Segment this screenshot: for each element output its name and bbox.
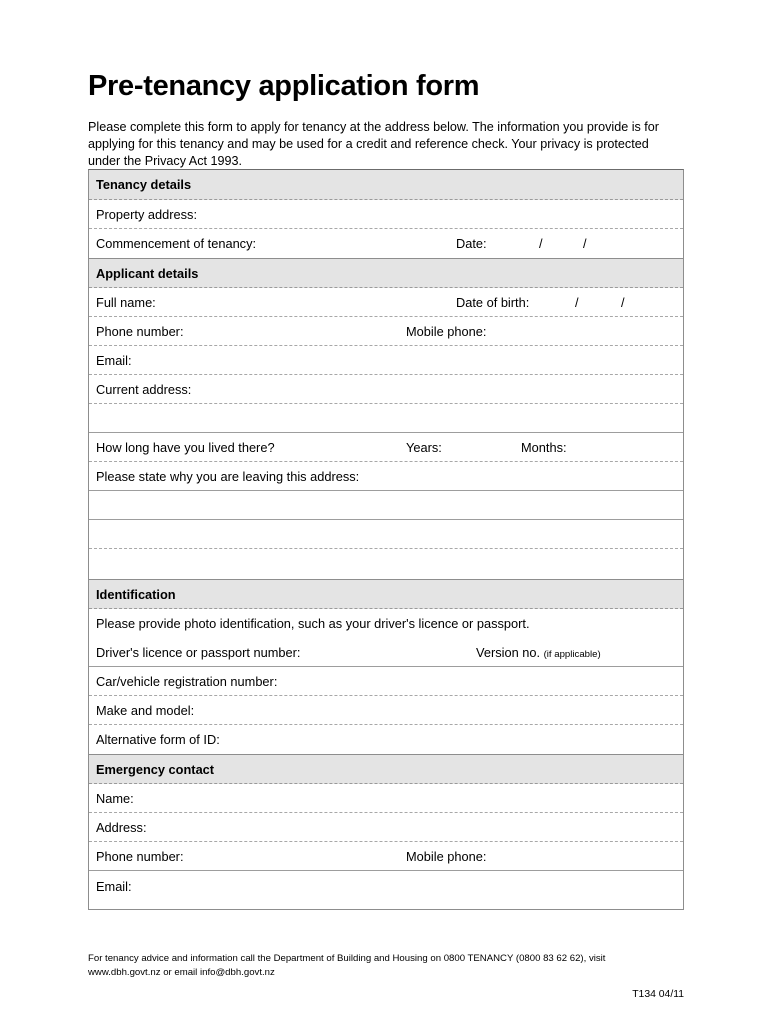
dob-slash-2: / <box>621 295 625 310</box>
reason-for-leaving-label: Please state why you are leaving this address: <box>96 469 360 484</box>
emergency-address-label: Address: <box>96 820 147 835</box>
field-row-make-and-model[interactable] <box>89 696 683 725</box>
property-address-label: Property address: <box>96 207 198 222</box>
page-title: Pre-tenancy application form <box>88 70 480 103</box>
drivers-licence-number-label: Driver's licence or passport number: <box>96 645 301 660</box>
section-header-emergency-contact: Emergency contact <box>89 754 683 784</box>
pre-tenancy-form-table <box>88 169 684 910</box>
vehicle-registration-label: Car/vehicle registration number: <box>96 674 278 689</box>
date-of-birth-label: Date of birth: <box>456 295 530 310</box>
field-row-current-address[interactable] <box>89 375 683 404</box>
emergency-mobile-phone-label: Mobile phone: <box>406 849 487 864</box>
months-label: Months: <box>521 440 567 455</box>
emergency-email-label: Email: <box>96 879 132 894</box>
how-long-lived-there-label: How long have you lived there? <box>96 440 275 455</box>
field-row-emergency-name[interactable] <box>89 784 683 813</box>
field-row-current-address-continued[interactable] <box>89 404 683 433</box>
section-header-tenancy-details: Tenancy details <box>89 170 683 200</box>
commencement-of-tenancy-label: Commencement of tenancy: <box>96 236 257 251</box>
full-name-label: Full name: <box>96 295 156 310</box>
date-label: Date: <box>456 236 487 251</box>
field-row-emergency-address[interactable] <box>89 813 683 842</box>
field-row-alternative-id[interactable] <box>89 725 683 754</box>
field-row-reason-for-leaving[interactable] <box>89 462 683 491</box>
field-row-email[interactable] <box>89 346 683 375</box>
version-if-applicable-note: (if applicable) <box>543 649 601 660</box>
phone-number-label: Phone number: <box>96 324 184 339</box>
photo-identification-note: Please provide photo identification, such as your driver's licence or passport. <box>96 616 530 631</box>
email-label: Email: <box>96 353 132 368</box>
version-number-label <box>476 638 601 667</box>
field-row-full-name[interactable] <box>89 288 683 317</box>
make-and-model-label: Make and model: <box>96 703 195 718</box>
date-slash-1: / <box>539 236 543 251</box>
field-row-how-long-lived-there[interactable] <box>89 433 683 462</box>
footer-contact-text: For tenancy advice and information call the Department of Building and Housing on 0800 TENANCY (0800 83 62 62), visit www.dbh.govt.nz or email info@dbh.govt.nz <box>88 953 606 978</box>
emergency-name-label: Name: <box>96 791 134 806</box>
section-header-applicant-details: Applicant details <box>89 258 683 288</box>
footer-document-code: T134 04/11 <box>632 989 684 1000</box>
field-row-phone-number[interactable] <box>89 317 683 346</box>
field-row-emergency-phone[interactable] <box>89 842 683 871</box>
mobile-phone-label: Mobile phone: <box>406 324 487 339</box>
years-label: Years: <box>406 440 442 455</box>
field-row-identification-details[interactable] <box>89 609 683 667</box>
emergency-phone-label: Phone number: <box>96 849 184 864</box>
alternative-id-label: Alternative form of ID: <box>96 732 220 747</box>
dob-slash-1: / <box>575 295 579 310</box>
version-number-text: Version no. <box>476 645 541 660</box>
date-slash-2: / <box>583 236 587 251</box>
field-row-property-address[interactable] <box>89 200 683 229</box>
current-address-label: Current address: <box>96 382 192 397</box>
field-row-reason-for-leaving-line-2[interactable] <box>89 491 683 520</box>
intro-paragraph: Please complete this form to apply for tenancy at the address below. The information you provide is for applying for this tenancy and may be used for a credit and reference check. Your privacy is protected under the Privacy Act 1993. <box>88 119 659 168</box>
section-header-identification: Identification <box>89 579 683 609</box>
field-row-reason-for-leaving-line-3[interactable] <box>89 520 683 549</box>
field-row-commencement-of-tenancy[interactable] <box>89 229 683 258</box>
field-row-reason-for-leaving-line-4[interactable] <box>89 549 683 579</box>
field-row-vehicle-registration[interactable] <box>89 667 683 696</box>
field-row-emergency-email[interactable] <box>89 871 683 909</box>
